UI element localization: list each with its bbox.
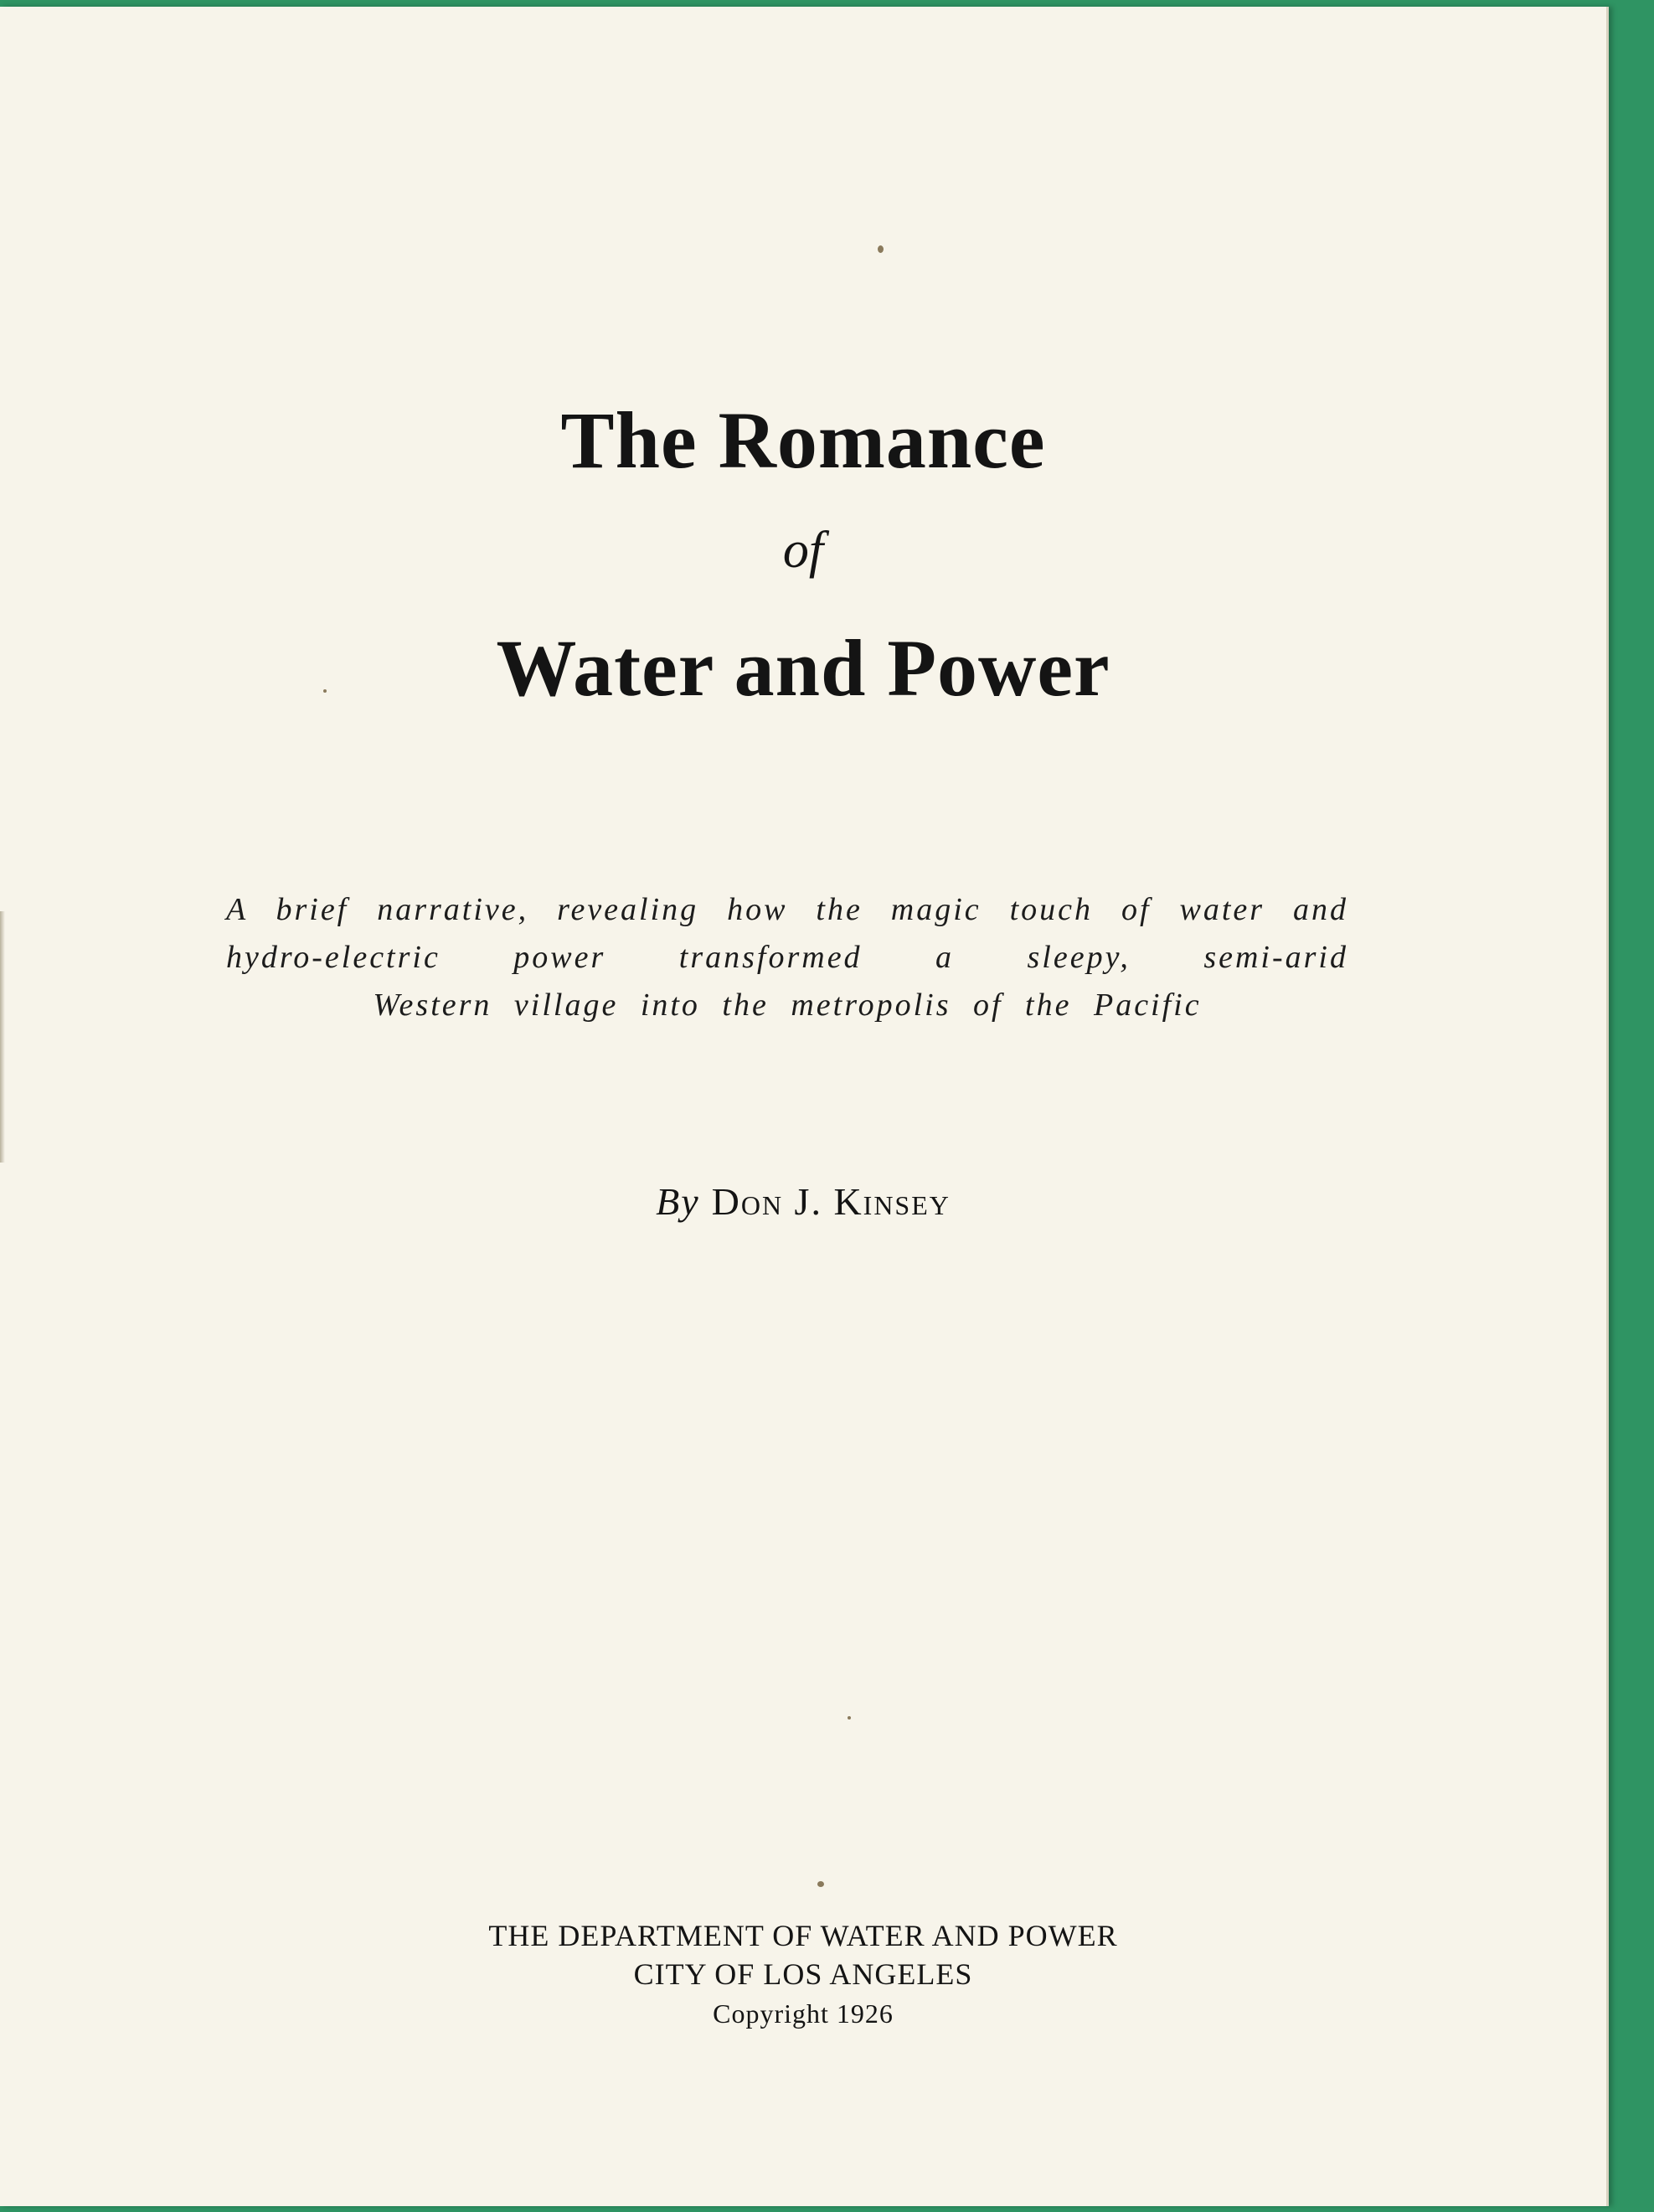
author-byline [0,1180,1606,1223]
book-title-line-2: Water and Power [496,623,1110,713]
title-page [0,7,1609,2206]
publisher-name: THE DEPARTMENT OF WATER AND POWER [488,1919,1118,1952]
subtitle-line: Western village into the metropolis of the Pacific [373,987,1202,1023]
paper-speck [817,1881,824,1887]
subtitle-line: and hydro-electric power transformed a sleepy, semi-arid [226,892,1348,975]
paper-speck [878,245,884,253]
page-spine-edge [0,911,5,1163]
publisher-city: CITY OF LOS ANGELES [633,1957,973,1991]
subtitle-line: A brief narrative, revealing how the magic touch of water [226,892,1265,927]
copyright-notice: Copyright 1926 [713,1998,894,2029]
book-title-connector: of [782,522,824,579]
book-subtitle [226,886,1348,1029]
paper-speck [848,1716,851,1720]
book-title-line-1: The Romance [560,395,1046,485]
byline-prefix: By [656,1180,700,1223]
author-name: Don J. Kinsey [711,1180,951,1223]
